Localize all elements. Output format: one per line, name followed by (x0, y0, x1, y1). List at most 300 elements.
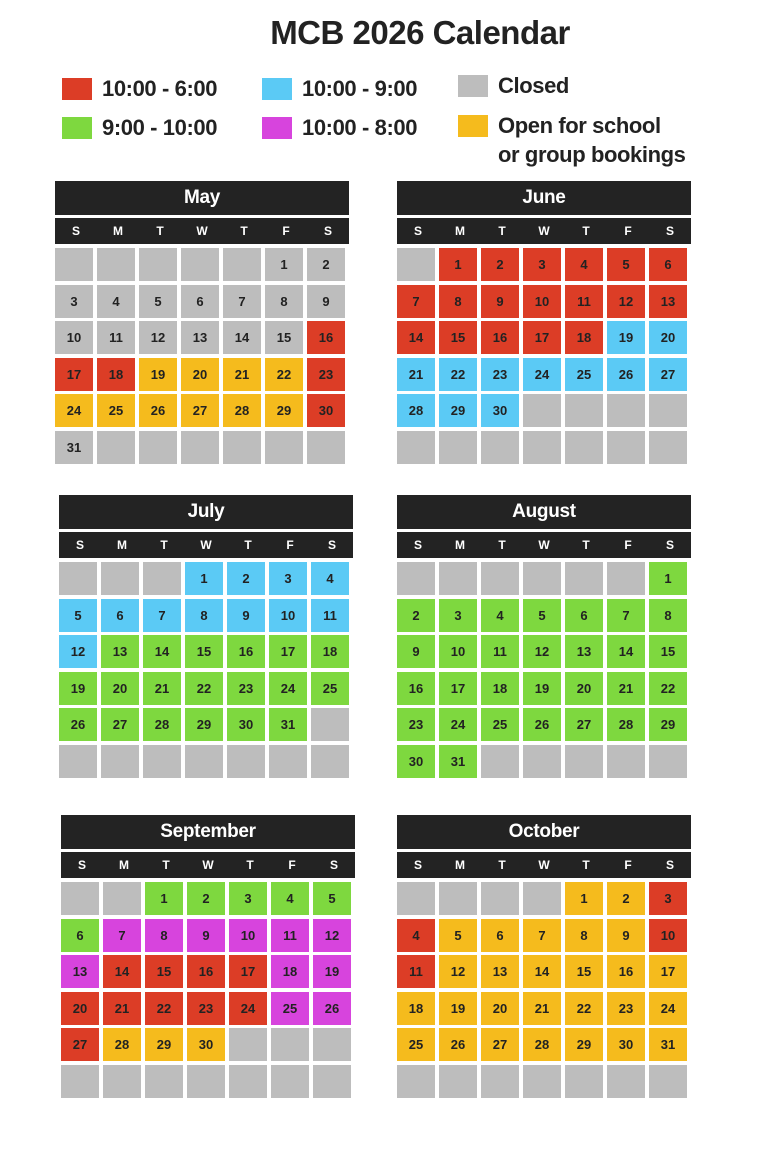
day-cell: 20 (649, 321, 687, 354)
empty-cell (103, 1065, 141, 1098)
empty-cell (649, 394, 687, 427)
day-cell: 12 (523, 635, 561, 668)
day-cell: 21 (223, 358, 261, 391)
day-cell: 26 (59, 708, 97, 741)
empty-cell (223, 248, 261, 281)
weekday-label: T (246, 858, 254, 872)
day-cell: 2 (397, 599, 435, 632)
day-cell: 5 (523, 599, 561, 632)
day-cell: 19 (139, 358, 177, 391)
day-cell: 26 (313, 992, 351, 1025)
weekday-label: M (117, 538, 127, 552)
day-cell: 15 (185, 635, 223, 668)
day-cell: 4 (311, 562, 349, 595)
day-cell: 21 (103, 992, 141, 1025)
day-cell: 2 (607, 882, 645, 915)
day-cell: 9 (397, 635, 435, 668)
legend-label: 10:00 - 9:00 (302, 76, 418, 101)
day-cell: 8 (265, 285, 303, 318)
month-header: October (397, 815, 691, 849)
day-cell: 28 (523, 1028, 561, 1061)
day-cell: 16 (187, 955, 225, 988)
empty-cell (229, 1065, 267, 1098)
empty-cell (439, 431, 477, 464)
day-cell: 24 (55, 394, 93, 427)
empty-cell (481, 562, 519, 595)
weekday-label: F (624, 224, 632, 238)
day-cell: 25 (311, 672, 349, 705)
empty-cell (97, 431, 135, 464)
empty-cell (139, 248, 177, 281)
weekday-label: F (286, 538, 294, 552)
weekday-label: T (156, 224, 164, 238)
legend-item (62, 116, 217, 142)
day-cell: 23 (607, 992, 645, 1025)
day-cell: 10 (55, 321, 93, 354)
weekday-header (397, 532, 691, 558)
empty-cell (523, 1065, 561, 1098)
day-cell: 14 (607, 635, 645, 668)
empty-cell (565, 1065, 603, 1098)
empty-cell (101, 562, 139, 595)
day-cell: 8 (649, 599, 687, 632)
day-cell: 15 (439, 321, 477, 354)
day-cell: 27 (101, 708, 139, 741)
day-cell: 31 (55, 431, 93, 464)
empty-cell (271, 1065, 309, 1098)
weekday-label: S (71, 224, 80, 238)
day-cell: 7 (607, 599, 645, 632)
day-cell: 17 (649, 955, 687, 988)
day-cell: 1 (265, 248, 303, 281)
weekday-label: T (582, 224, 590, 238)
day-cell: 11 (311, 599, 349, 632)
day-cell: 20 (565, 672, 603, 705)
day-cell: 17 (439, 672, 477, 705)
day-cell: 31 (439, 745, 477, 778)
day-cell: 13 (61, 955, 99, 988)
day-cell: 12 (139, 321, 177, 354)
day-cell: 11 (397, 955, 435, 988)
empty-cell (185, 745, 223, 778)
empty-cell (523, 431, 561, 464)
day-cell: 4 (565, 248, 603, 281)
day-cell: 13 (181, 321, 219, 354)
day-cell: 6 (61, 919, 99, 952)
day-cell: 24 (649, 992, 687, 1025)
day-cell: 23 (187, 992, 225, 1025)
day-cell: 22 (439, 358, 477, 391)
weekday-label: S (77, 858, 86, 872)
empty-cell (649, 431, 687, 464)
empty-cell (143, 745, 181, 778)
day-cell: 21 (397, 358, 435, 391)
day-cell: 5 (139, 285, 177, 318)
day-grid (59, 562, 353, 778)
day-cell: 4 (481, 599, 519, 632)
empty-cell (227, 745, 265, 778)
empty-cell (397, 1065, 435, 1098)
day-cell: 4 (397, 919, 435, 952)
day-cell: 28 (103, 1028, 141, 1061)
day-grid (55, 248, 349, 464)
empty-cell (607, 562, 645, 595)
day-cell: 21 (607, 672, 645, 705)
month-calendar-august (397, 495, 691, 778)
day-cell: 20 (61, 992, 99, 1025)
day-cell: 29 (439, 394, 477, 427)
empty-cell (143, 562, 181, 595)
empty-cell (439, 562, 477, 595)
empty-cell (229, 1028, 267, 1061)
empty-cell (607, 394, 645, 427)
weekday-label: W (538, 224, 550, 238)
weekday-label: T (162, 858, 170, 872)
day-cell: 24 (439, 708, 477, 741)
day-cell: 8 (185, 599, 223, 632)
day-cell: 18 (271, 955, 309, 988)
day-cell: 29 (185, 708, 223, 741)
empty-cell (61, 1065, 99, 1098)
day-cell: 2 (227, 562, 265, 595)
day-cell: 16 (307, 321, 345, 354)
day-cell: 3 (269, 562, 307, 595)
month-header: July (59, 495, 353, 529)
day-cell: 26 (439, 1028, 477, 1061)
legend-item (458, 114, 686, 169)
empty-cell (607, 1065, 645, 1098)
empty-cell (397, 562, 435, 595)
day-cell: 25 (397, 1028, 435, 1061)
empty-cell (269, 745, 307, 778)
weekday-label: W (202, 858, 214, 872)
empty-cell (607, 745, 645, 778)
day-cell: 3 (523, 248, 561, 281)
day-cell: 23 (227, 672, 265, 705)
day-cell: 21 (523, 992, 561, 1025)
day-cell: 27 (181, 394, 219, 427)
day-cell: 16 (607, 955, 645, 988)
weekday-label: S (323, 224, 332, 238)
weekday-header (397, 218, 691, 244)
day-cell: 14 (397, 321, 435, 354)
empty-cell (523, 882, 561, 915)
day-cell: 7 (397, 285, 435, 318)
weekday-label: S (665, 538, 674, 552)
day-cell: 13 (101, 635, 139, 668)
day-cell: 6 (565, 599, 603, 632)
day-cell: 20 (101, 672, 139, 705)
empty-cell (55, 248, 93, 281)
day-cell: 28 (223, 394, 261, 427)
weekday-label: T (498, 858, 506, 872)
day-cell: 1 (439, 248, 477, 281)
weekday-label: S (329, 858, 338, 872)
weekday-label: F (288, 858, 296, 872)
weekday-label: M (455, 858, 465, 872)
weekday-label: W (200, 538, 212, 552)
legend-swatch (458, 75, 488, 97)
day-cell: 15 (649, 635, 687, 668)
day-cell: 2 (307, 248, 345, 281)
day-cell: 16 (397, 672, 435, 705)
day-cell: 5 (59, 599, 97, 632)
month-calendar-october (397, 815, 691, 1098)
day-cell: 17 (55, 358, 93, 391)
empty-cell (187, 1065, 225, 1098)
empty-cell (565, 431, 603, 464)
day-cell: 27 (61, 1028, 99, 1061)
weekday-header (61, 852, 355, 878)
month-header: August (397, 495, 691, 529)
page-title: MCB 2026 Calendar (270, 14, 570, 51)
empty-cell (481, 745, 519, 778)
day-cell: 18 (97, 358, 135, 391)
day-cell: 23 (397, 708, 435, 741)
weekday-label: F (282, 224, 290, 238)
day-cell: 25 (97, 394, 135, 427)
weekday-label: T (244, 538, 252, 552)
day-cell: 31 (649, 1028, 687, 1061)
empty-cell (439, 1065, 477, 1098)
day-cell: 23 (481, 358, 519, 391)
weekday-label: S (665, 224, 674, 238)
day-cell: 30 (481, 394, 519, 427)
day-cell: 14 (143, 635, 181, 668)
day-cell: 30 (227, 708, 265, 741)
day-cell: 15 (145, 955, 183, 988)
day-cell: 12 (607, 285, 645, 318)
empty-cell (101, 745, 139, 778)
empty-cell (223, 431, 261, 464)
day-cell: 13 (481, 955, 519, 988)
day-cell: 9 (481, 285, 519, 318)
day-cell: 12 (439, 955, 477, 988)
day-grid (397, 562, 691, 778)
day-cell: 22 (265, 358, 303, 391)
legend-swatch (62, 78, 92, 100)
empty-cell (145, 1065, 183, 1098)
day-cell: 24 (229, 992, 267, 1025)
legend-label: Closed (498, 73, 569, 98)
empty-cell (181, 248, 219, 281)
day-cell: 27 (565, 708, 603, 741)
day-cell: 16 (227, 635, 265, 668)
empty-cell (523, 562, 561, 595)
day-cell: 9 (187, 919, 225, 952)
day-cell: 25 (481, 708, 519, 741)
day-cell: 18 (397, 992, 435, 1025)
day-cell: 25 (565, 358, 603, 391)
empty-cell (103, 882, 141, 915)
day-cell: 29 (649, 708, 687, 741)
day-cell: 11 (481, 635, 519, 668)
day-cell: 1 (145, 882, 183, 915)
day-cell: 10 (523, 285, 561, 318)
day-cell: 28 (143, 708, 181, 741)
empty-cell (311, 708, 349, 741)
day-cell: 5 (313, 882, 351, 915)
day-cell: 1 (185, 562, 223, 595)
day-cell: 16 (481, 321, 519, 354)
day-cell: 22 (649, 672, 687, 705)
day-cell: 20 (481, 992, 519, 1025)
day-cell: 8 (565, 919, 603, 952)
empty-cell (307, 431, 345, 464)
empty-cell (61, 882, 99, 915)
weekday-header (59, 532, 353, 558)
day-cell: 5 (607, 248, 645, 281)
day-cell: 7 (103, 919, 141, 952)
day-cell: 27 (481, 1028, 519, 1061)
month-calendar-september (61, 815, 355, 1098)
day-cell: 24 (269, 672, 307, 705)
day-cell: 19 (313, 955, 351, 988)
empty-cell (481, 1065, 519, 1098)
empty-cell (565, 562, 603, 595)
empty-cell (481, 882, 519, 915)
month-calendar-may (55, 181, 349, 464)
day-cell: 31 (269, 708, 307, 741)
legend-swatch (262, 117, 292, 139)
weekday-label: T (160, 538, 168, 552)
month-header: May (55, 181, 349, 215)
day-cell: 4 (271, 882, 309, 915)
weekday-label: T (582, 538, 590, 552)
weekday-label: M (455, 224, 465, 238)
empty-cell (649, 1065, 687, 1098)
day-cell: 18 (311, 635, 349, 668)
day-cell: 2 (187, 882, 225, 915)
day-cell: 14 (103, 955, 141, 988)
day-cell: 1 (649, 562, 687, 595)
legend-item (458, 74, 569, 100)
day-cell: 1 (565, 882, 603, 915)
weekday-label: S (327, 538, 336, 552)
day-cell: 22 (565, 992, 603, 1025)
day-cell: 30 (187, 1028, 225, 1061)
empty-cell (565, 745, 603, 778)
day-cell: 28 (397, 394, 435, 427)
empty-cell (271, 1028, 309, 1061)
month-header: September (61, 815, 355, 849)
day-cell: 29 (145, 1028, 183, 1061)
weekday-label: S (413, 538, 422, 552)
day-cell: 13 (649, 285, 687, 318)
legend-item (262, 116, 417, 142)
empty-cell (523, 745, 561, 778)
day-cell: 26 (523, 708, 561, 741)
empty-cell (139, 431, 177, 464)
day-cell: 22 (145, 992, 183, 1025)
weekday-label: M (455, 538, 465, 552)
empty-cell (59, 562, 97, 595)
empty-cell (397, 431, 435, 464)
month-calendar-july (59, 495, 353, 778)
day-cell: 28 (607, 708, 645, 741)
day-cell: 23 (307, 358, 345, 391)
weekday-label: F (624, 538, 632, 552)
legend-label: Open for school or group bookings (498, 113, 686, 167)
legend-label: 10:00 - 6:00 (102, 76, 218, 101)
day-cell: 26 (607, 358, 645, 391)
day-cell: 2 (481, 248, 519, 281)
day-cell: 26 (139, 394, 177, 427)
empty-cell (523, 394, 561, 427)
day-cell: 19 (59, 672, 97, 705)
day-cell: 29 (565, 1028, 603, 1061)
weekday-label: M (119, 858, 129, 872)
empty-cell (397, 248, 435, 281)
legend-swatch (262, 78, 292, 100)
weekday-label: S (413, 858, 422, 872)
day-cell: 30 (397, 745, 435, 778)
day-cell: 13 (565, 635, 603, 668)
day-cell: 19 (439, 992, 477, 1025)
day-grid (61, 882, 355, 1098)
weekday-header (55, 218, 349, 244)
weekday-header (397, 852, 691, 878)
weekday-label: W (538, 538, 550, 552)
legend-swatch (458, 115, 488, 137)
empty-cell (181, 431, 219, 464)
day-cell: 3 (55, 285, 93, 318)
day-cell: 3 (229, 882, 267, 915)
empty-cell (313, 1028, 351, 1061)
empty-cell (565, 394, 603, 427)
day-cell: 25 (271, 992, 309, 1025)
empty-cell (481, 431, 519, 464)
month-calendar-june (397, 181, 691, 464)
day-cell: 11 (271, 919, 309, 952)
day-cell: 10 (269, 599, 307, 632)
day-cell: 24 (523, 358, 561, 391)
day-cell: 30 (307, 394, 345, 427)
weekday-label: W (538, 858, 550, 872)
weekday-label: W (196, 224, 208, 238)
day-cell: 7 (223, 285, 261, 318)
day-cell: 9 (607, 919, 645, 952)
day-cell: 18 (481, 672, 519, 705)
day-cell: 29 (265, 394, 303, 427)
day-cell: 15 (565, 955, 603, 988)
day-cell: 5 (439, 919, 477, 952)
day-cell: 22 (185, 672, 223, 705)
empty-cell (311, 745, 349, 778)
legend-item (262, 77, 417, 103)
day-cell: 10 (229, 919, 267, 952)
day-cell: 18 (565, 321, 603, 354)
day-cell: 6 (481, 919, 519, 952)
empty-cell (59, 745, 97, 778)
day-cell: 20 (181, 358, 219, 391)
legend-item (62, 77, 217, 103)
day-cell: 14 (523, 955, 561, 988)
empty-cell (607, 431, 645, 464)
day-cell: 4 (97, 285, 135, 318)
weekday-label: S (75, 538, 84, 552)
weekday-label: S (413, 224, 422, 238)
weekday-label: T (498, 224, 506, 238)
weekday-label: F (624, 858, 632, 872)
day-cell: 7 (143, 599, 181, 632)
weekday-label: T (582, 858, 590, 872)
weekday-label: T (498, 538, 506, 552)
day-cell: 27 (649, 358, 687, 391)
day-cell: 21 (143, 672, 181, 705)
legend-label: 9:00 - 10:00 (102, 115, 218, 140)
empty-cell (649, 745, 687, 778)
